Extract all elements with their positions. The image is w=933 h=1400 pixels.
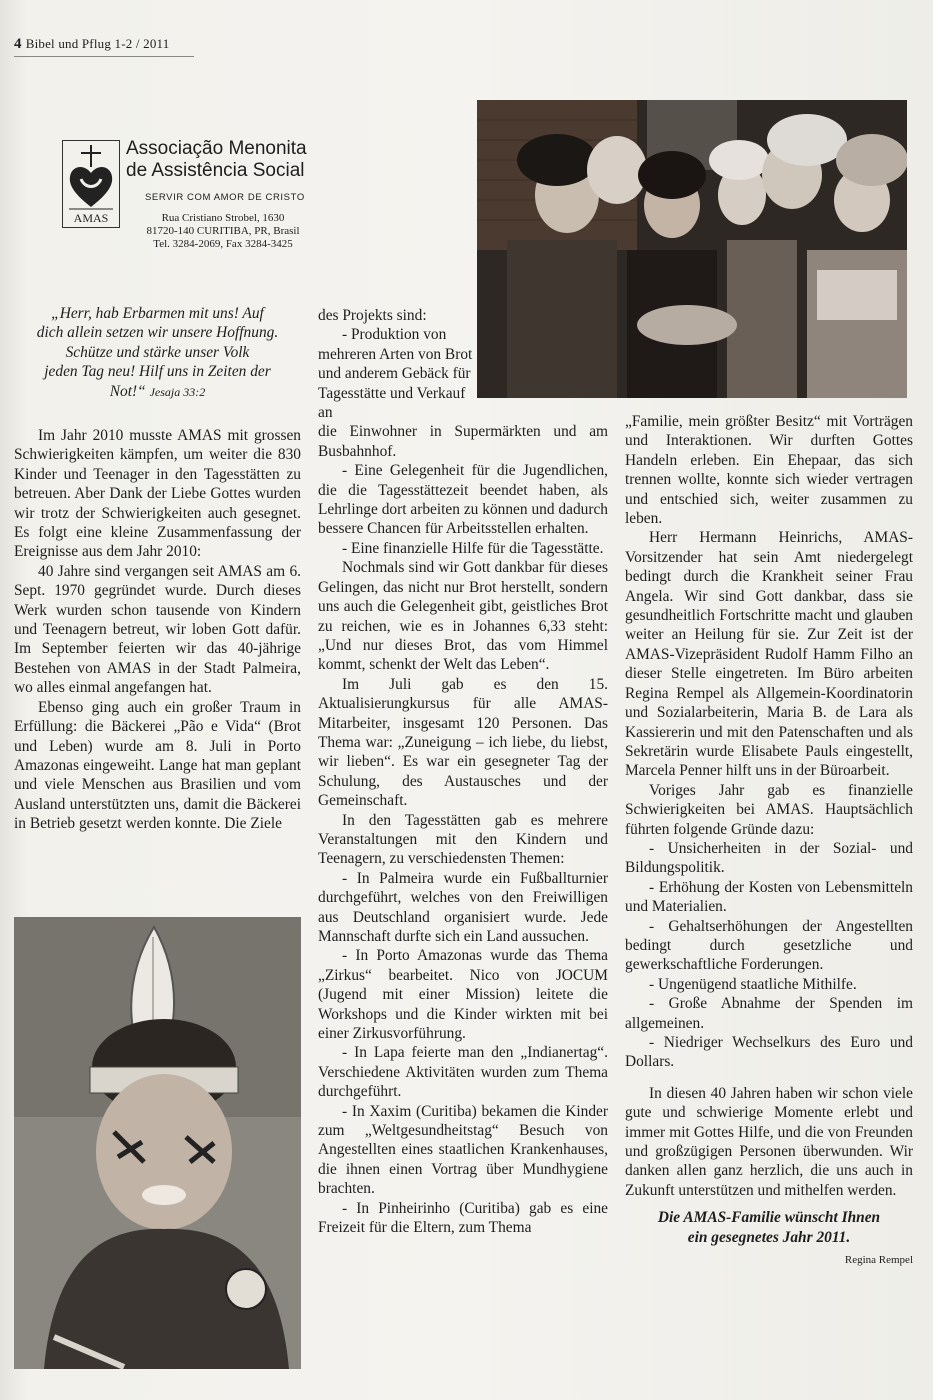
paragraph: 40 Jahre sind vergangen seit AMAS am 6. Sept. 1970 gegründet wurde. Durch dieses Werk wurden schon tausende von Kindern und Teenagern betreut, wir loben Gott dafür. Im September feierten wir das 40-jährige Bestehen von AMAS in der Stadt Palmeira, wo alles einmal angefangen hat. <box>14 562 301 697</box>
page-header <box>14 36 169 53</box>
org-name-line2: de Assistência Social <box>126 160 305 181</box>
list-item: - Unsicherheiten in der Sozial- und Bildungspolitik. <box>625 839 913 877</box>
list-item: - Eine Gelegenheit für die Jugendlichen, die die Tagesstättezeit beendet haben, als Lehrlinge dort arbeiten zu können und dadurch bessere Chancen für Arbeitsstellen erhalten. <box>318 462 608 538</box>
column-2 <box>318 306 608 1238</box>
list-item: - Erhöhung der Kosten von Lebensmitteln und Materialien. <box>625 878 913 916</box>
list-item: - In Pinheirinho (Curitiba) gab es eine Freizeit für die Eltern, zum Thema <box>318 1199 608 1237</box>
photo-indian-boy <box>14 917 301 1369</box>
list-item: - Produktion von mehreren Arten von Brot und anderem Gebäck für Tagesstätte und Verkauf an <box>318 326 473 422</box>
list-item: - Ungenügend staatliche Mithilfe. <box>649 975 857 993</box>
paragraph: des Projekts sind: <box>318 307 427 324</box>
closing-wish-line: Die AMAS-Familie wünscht Ihnen <box>657 1209 881 1227</box>
list-item-continuation: die Einwohner in Supermärkten und am Busbahnhof. <box>318 423 608 460</box>
list-item: - Große Abnahme der Spenden im allgemeinen. <box>625 995 913 1032</box>
closing-wish-line: ein gesegnetes Jahr 2011. <box>687 1228 851 1246</box>
indian-boy-image <box>14 917 301 1369</box>
quote-line: „Herr, hab Erbarmen mit uns! Auf <box>51 305 264 322</box>
paragraph: In den Tagesstätten gab es mehrere Veranstaltungen mit den Kindern und Teenagern, zu verschiedensten Themen: <box>318 811 608 868</box>
paragraph: „Familie, mein größter Besitz“ mit Vorträgen und Interaktionen. Wir durften Gottes Handeln erleben. Ein Ehepaar, das sich trennen wollte, konnte sich wieder vertragen und entschied sich, weiter zusammen zu leben. <box>625 413 913 528</box>
address-phone: Tel. 3284-2069, Fax 3284-3425 <box>153 238 293 250</box>
list-item: - Eine finanzielle Hilfe für die Tagesstätte. <box>342 539 604 557</box>
closing-wish <box>625 1208 913 1247</box>
bible-quote <box>14 304 301 402</box>
header-rule <box>14 56 194 57</box>
page-number: 4 <box>14 36 22 52</box>
address-street: Rua Cristiano Strobel, 1630 <box>161 212 285 224</box>
paragraph: In diesen 40 Jahren haben wir schon viele gute und schwierige Momente erlebt und immer mit Gottes Hilfe, und die von Freunden und großzügigen Personen überwunden. Wir danken allen ganz herzlich, die uns auch in Zukunft unterstützen und mithelfen werden. <box>625 1084 913 1199</box>
column-3 <box>625 412 913 1270</box>
amas-logo <box>62 140 120 228</box>
list-item: - In Xaxim (Curitiba) bekamen die Kinder zum „Weltgesundheitstag“ Besuch von Angestellten eines staatlichen Krankenhauses, die ihnen einen Vortrag über Mundhygiene brachten. <box>318 1102 608 1198</box>
quote-end: Not!“ <box>109 382 146 400</box>
address-city: 81720-140 CURITIBA, PR, Brasil <box>146 225 300 237</box>
organization-address <box>128 212 318 251</box>
list-item: - In Lapa feierte man den „Indianertag“. Verschiedene Aktivitäten wurden zum Thema durchgeführt. <box>318 1044 608 1101</box>
quote-reference: Jesaja 33:2 <box>149 384 206 399</box>
paragraph: Ebenso ging auch ein großer Traum in Erfüllung: die Bäckerei „Pão e Vida“ (Brot und Leben) wurde am 8. Juli in Porto Amazonas eingeweiht. Lange hat man geplant und viele Menschen aus Brasilien und vom Ausland unterstützten uns, damit die Bäckerei in Betrieb gesetzt werden konnte. Die Ziele <box>14 698 301 833</box>
paragraph: Im Jahr 2010 musste AMAS mit grossen Schwierigkeiten kämpfen, um weiter die 830 Kinder und Teenager in den Tagesstätten zu betreuen. Aber Dank der Liebe Gottes wurden wir trotz der Schwierigkeiten auch gesegnet. Es folgt eine kleine Zusammenfassung der Ereignisse aus dem Jahr 2010: <box>14 427 301 561</box>
quote-line: Schütze und stärke unser Volk <box>65 343 250 361</box>
organization-name <box>126 138 307 182</box>
author-signature: Regina Rempel <box>844 1254 913 1267</box>
paragraph: Voriges Jahr gab es finanzielle Schwierigkeiten bei AMAS. Hauptsächlich führten folgende Gründe dazu: <box>625 781 913 838</box>
quote-line <box>14 382 301 402</box>
quote-line: jeden Tag neu! Hilf uns in Zeiten der <box>44 363 271 381</box>
org-name-line1: Associação Menonita <box>126 138 307 159</box>
paragraph: Nochmals sind wir Gott dankbar für dieses Gelingen, das nicht nur Brot herstellt, sondern uns auch die Gelegenheit gibt, geistliches Brot zu reichen, wie es in Johannes 6,33 steht: „Und nur dieses Brot, das vom Himmel kommt, schenkt der Welt das Leben“. <box>318 559 608 674</box>
list-item: - In Porto Amazonas wurde das Thema „Zirkus“ bearbeitet. Nico von JOCUM (Jugend mit einer Mission) leitete die Workshops und die Kinder wirkten mit bei einer Zirkusvorführung. <box>318 947 608 1043</box>
quote-line: dich allein setzen wir unsere Hoffnung. <box>36 324 279 342</box>
list-item: - Gehaltserhöhungen der Angestellten bedingt durch gesetzliche und gewerkschaftliche Forderungen. <box>625 917 913 974</box>
column-1 <box>14 426 301 834</box>
paragraph: Herr Hermann Heinrichs, AMAS-Vorsitzender hat sein Amt niedergelegt bedingt durch die Krankheit seiner Frau Angela. Wir sind Gott dankbar, dass sie gesundheitlich Fortschritte macht und glauben weiter an Heilung für sie. Zur Zeit ist der AMAS-Vizepräsident Rudolf Hamm Filho an dieser Stelle eingetreten. Im Büro arbeiten Regina Rempel als Allgemein-Koordinatorin und Sozialarbeiterin, Maria B. de Lara als Kassiererin und mit den Patenschaften und als Sekretärin wurde Elisabete Pauls eingestellt, Marcela Penner hilft uns in der Büroarbeit. <box>625 529 913 780</box>
paragraph: Im Juli gab es den 15. Aktualisierungkursus für alle AMAS-Mitarbeiter, insgesamt 120 Personen. Das Thema war: „Zuneigung – ich liebe, du liebst, wir lieben“. Es war ein gesegneter Tag der Schulung, des Austausches und der Gemeinschaft. <box>318 675 608 810</box>
list-item: - In Palmeira wurde ein Fußballturnier durchgeführt, welches von den Freiwilligen aus Deutschland organisiert wurde. Jede Mannschaft durfte sich ein Land aussuchen. <box>318 869 608 945</box>
list-item: - Niedriger Wechselkurs des Euro und Dollars. <box>625 1034 913 1071</box>
journal-title: Bibel und Pflug 1-2 / 2011 <box>25 36 170 51</box>
spacer <box>625 1072 913 1084</box>
logo-abbr: AMAS <box>73 211 109 225</box>
amas-logo-icon <box>63 141 119 227</box>
organization-motto: SERVIR COM AMOR DE CRISTO <box>145 192 305 203</box>
